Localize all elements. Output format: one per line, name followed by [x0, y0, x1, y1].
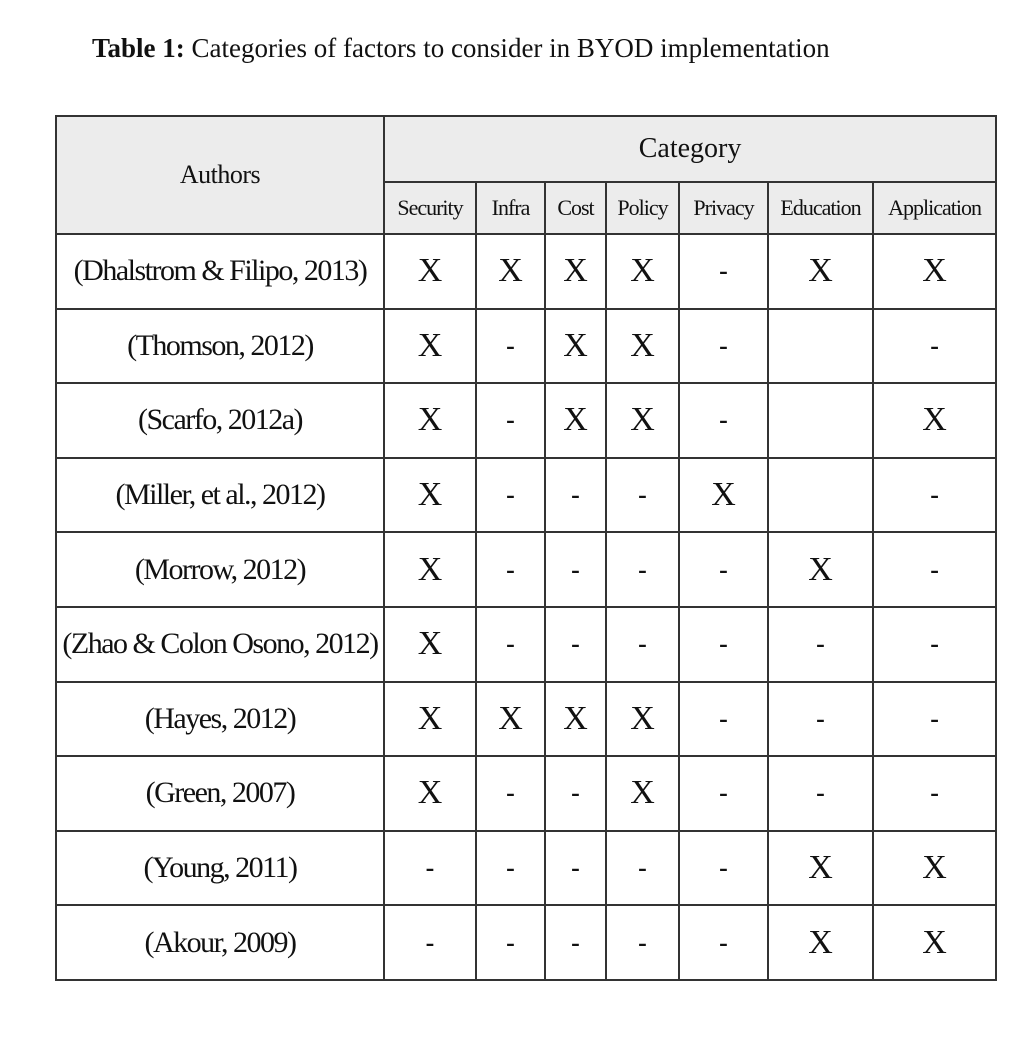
category-cell: X [768, 532, 873, 607]
category-cell: - [606, 905, 679, 980]
category-cell: X [384, 234, 476, 309]
category-cell: - [384, 831, 476, 906]
category-cell: X [384, 383, 476, 458]
column-header-policy: Policy [606, 182, 679, 234]
table-row [56, 756, 996, 831]
category-cell: - [679, 905, 768, 980]
table-caption [92, 30, 992, 66]
category-cell: - [873, 682, 996, 757]
column-header-infra: Infra [476, 182, 545, 234]
table-header [56, 116, 996, 234]
column-header-privacy: Privacy [679, 182, 768, 234]
category-cell [768, 383, 873, 458]
author-cell: (Scarfo, 2012a) [56, 383, 384, 458]
category-cell: X [545, 309, 606, 384]
category-cell: X [679, 458, 768, 533]
table-row [56, 905, 996, 980]
column-header-education: Education [768, 182, 873, 234]
author-cell: (Thomson, 2012) [56, 309, 384, 384]
author-cell: (Green, 2007) [56, 756, 384, 831]
category-cell: - [545, 905, 606, 980]
category-cell: - [384, 905, 476, 980]
byod-factors-table [55, 115, 997, 981]
category-cell: - [873, 756, 996, 831]
category-cell: - [679, 756, 768, 831]
category-cell: X [606, 383, 679, 458]
category-cell: X [384, 756, 476, 831]
column-header-application: Application [873, 182, 996, 234]
table-row [56, 383, 996, 458]
author-cell: (Akour, 2009) [56, 905, 384, 980]
author-cell: (Zhao & Colon Osono, 2012) [56, 607, 384, 682]
author-cell: (Hayes, 2012) [56, 682, 384, 757]
category-cell: - [679, 383, 768, 458]
category-cell: - [606, 458, 679, 533]
category-cell: - [768, 607, 873, 682]
author-cell: (Dhalstrom & Filipo, 2013) [56, 234, 384, 309]
category-cell: X [545, 682, 606, 757]
table-row [56, 682, 996, 757]
category-cell: X [606, 234, 679, 309]
category-cell: - [545, 458, 606, 533]
category-cell: - [679, 309, 768, 384]
header-row-top [56, 116, 996, 182]
category-cell: - [679, 831, 768, 906]
category-cell: - [606, 607, 679, 682]
category-cell: - [873, 458, 996, 533]
category-cell [768, 309, 873, 384]
column-header-cost: Cost [545, 182, 606, 234]
category-cell: - [545, 607, 606, 682]
category-cell: - [545, 756, 606, 831]
author-cell: (Miller, et al., 2012) [56, 458, 384, 533]
caption-lead: Table 1: [92, 33, 185, 63]
authors-column-header: Authors [56, 116, 384, 234]
category-cell: X [606, 682, 679, 757]
category-cell: X [873, 383, 996, 458]
category-cell: - [476, 458, 545, 533]
category-cell: X [384, 309, 476, 384]
category-cell: X [606, 309, 679, 384]
table-row [56, 234, 996, 309]
category-cell: - [679, 682, 768, 757]
category-cell: - [873, 607, 996, 682]
table-row [56, 458, 996, 533]
caption-text: Categories of factors to consider in BYOD implementation [191, 33, 830, 63]
category-cell: - [476, 532, 545, 607]
category-cell: X [545, 234, 606, 309]
category-cell: - [768, 682, 873, 757]
category-cell: X [476, 682, 545, 757]
category-cell: - [679, 234, 768, 309]
column-header-security: Security [384, 182, 476, 234]
category-cell: - [476, 383, 545, 458]
category-cell: X [768, 905, 873, 980]
category-cell: - [768, 756, 873, 831]
table-row [56, 607, 996, 682]
category-cell: - [476, 607, 545, 682]
category-cell: X [476, 234, 545, 309]
category-cell: X [384, 607, 476, 682]
category-cell: - [476, 756, 545, 831]
category-cell: X [384, 682, 476, 757]
category-cell: X [873, 831, 996, 906]
category-cell: - [679, 532, 768, 607]
category-cell: - [476, 831, 545, 906]
category-cell: - [606, 831, 679, 906]
category-cell: X [768, 234, 873, 309]
category-cell: X [606, 756, 679, 831]
table-row [56, 831, 996, 906]
category-cell: X [873, 234, 996, 309]
table-row [56, 309, 996, 384]
category-cell: - [476, 905, 545, 980]
table-body [56, 234, 996, 980]
author-cell: (Young, 2011) [56, 831, 384, 906]
category-cell: - [606, 532, 679, 607]
category-cell: - [545, 532, 606, 607]
category-cell: X [768, 831, 873, 906]
category-cell [768, 458, 873, 533]
category-cell: - [679, 607, 768, 682]
category-cell: X [545, 383, 606, 458]
category-cell: - [873, 532, 996, 607]
category-cell: X [384, 458, 476, 533]
category-group-header: Category [384, 116, 996, 182]
category-cell: - [545, 831, 606, 906]
category-cell: - [476, 309, 545, 384]
category-cell: X [384, 532, 476, 607]
author-cell: (Morrow, 2012) [56, 532, 384, 607]
table-row [56, 532, 996, 607]
category-cell: - [873, 309, 996, 384]
category-cell: X [873, 905, 996, 980]
